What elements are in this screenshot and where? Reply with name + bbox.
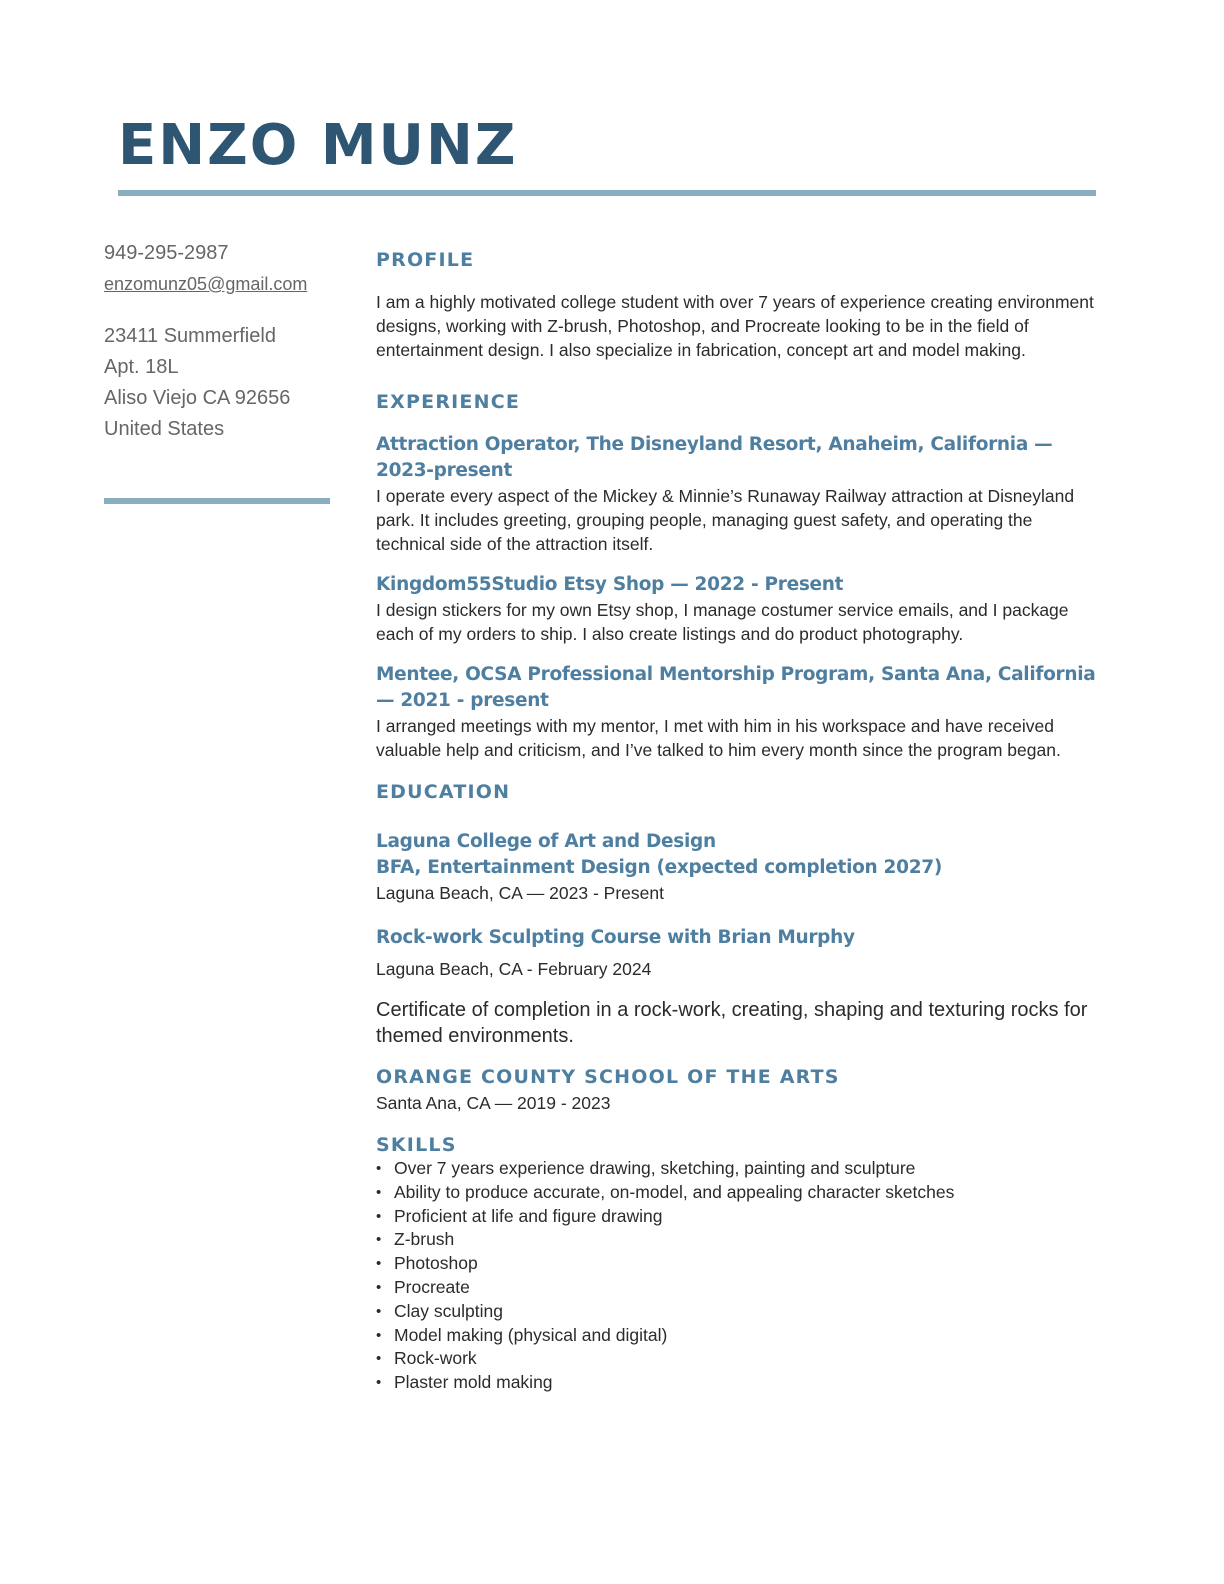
experience-desc: I operate every aspect of the Mickey & Minnie’s Runaway Railway attraction at Disneyland park. It includes greeting, grouping people, managing guest safety, and operating the technical side of the attraction itself. (376, 486, 1075, 554)
profile-heading: PROFILE (376, 249, 475, 271)
contact-sidebar (104, 238, 344, 445)
address-line: Apt. 18L (104, 356, 179, 378)
address-line: Aliso Viejo CA 92656 (104, 387, 291, 409)
experience-item (376, 662, 1096, 762)
address-line: 23411 Summerfield (104, 325, 276, 347)
course-location: Laguna Beach, CA - February 2024 (376, 959, 652, 979)
resume-name: ENZO MUNZ (118, 113, 518, 178)
skills-heading: SKILLS (376, 1134, 457, 1156)
skill-item: • Plaster mold making (376, 1371, 1096, 1395)
skill-item: • Over 7 years experience drawing, sketching, painting and sculpture (376, 1157, 1096, 1181)
experience-desc: I design stickers for my own Etsy shop, I manage costumer service emails, and I package each of my orders to ship. I also create listings and do product photography. (376, 600, 1069, 644)
skill-item: • Rock-work (376, 1347, 1096, 1371)
school-name: Laguna College of Art and Design (376, 831, 716, 852)
skill-item: • Z-brush (376, 1228, 1096, 1252)
ocsa-title: ORANGE COUNTY SCHOOL OF THE ARTS (376, 1066, 840, 1088)
skills-list (376, 1157, 1096, 1395)
education-item (376, 1065, 1096, 1115)
sidebar-divider (104, 498, 330, 504)
skill-item: • Photoshop (376, 1252, 1096, 1276)
experience-title: Mentee, OCSA Professional Mentorship Program, Santa Ana, California — 2021 - present (376, 664, 1096, 711)
address-line: United States (104, 418, 225, 440)
education-item (376, 829, 1096, 905)
profile-text: I am a highly motivated college student with over 7 years of experience creating environment designs, working with Z-brush, Photoshop, and Procreate looking to be in the field of entertainment design. I also specialize in fabrication, concept art and model making. (376, 292, 1094, 360)
education-item (376, 925, 1096, 1049)
education-heading: EDUCATION (376, 781, 511, 803)
course-desc: Certificate of completion in a rock-work, creating, shaping and texturing rocks for themed environments. (376, 999, 1088, 1047)
school-location: Laguna Beach, CA — 2023 - Present (376, 883, 664, 903)
skill-item: • Model making (physical and digital) (376, 1324, 1096, 1348)
ocsa-location: Santa Ana, CA — 2019 - 2023 (376, 1093, 611, 1113)
experience-item (376, 432, 1096, 556)
course-title: Rock-work Sculpting Course with Brian Murphy (376, 927, 855, 948)
experience-title: Attraction Operator, The Disneyland Resort, Anaheim, California — 2023-present (376, 434, 1053, 481)
header-divider (118, 190, 1096, 196)
experience-title: Kingdom55Studio Etsy Shop — 2022 - Present (376, 574, 844, 595)
skill-item: • Ability to produce accurate, on-model, and appealing character sketches (376, 1181, 1096, 1205)
experience-item (376, 572, 1096, 646)
degree-title: BFA, Entertainment Design (expected completion 2027) (376, 857, 942, 878)
experience-heading: EXPERIENCE (376, 391, 521, 413)
skill-item: • Procreate (376, 1276, 1096, 1300)
experience-desc: I arranged meetings with my mentor, I met with him in his workspace and have received valuable help and criticism, and I’ve talked to him every month since the program began. (376, 716, 1061, 760)
phone-number: 949-295-2987 (104, 242, 229, 264)
skill-item: • Clay sculpting (376, 1300, 1096, 1324)
email-link[interactable]: enzomunz05@gmail.com (104, 274, 308, 294)
resume-main (376, 248, 1096, 1395)
skill-item: • Proficient at life and figure drawing (376, 1205, 1096, 1229)
